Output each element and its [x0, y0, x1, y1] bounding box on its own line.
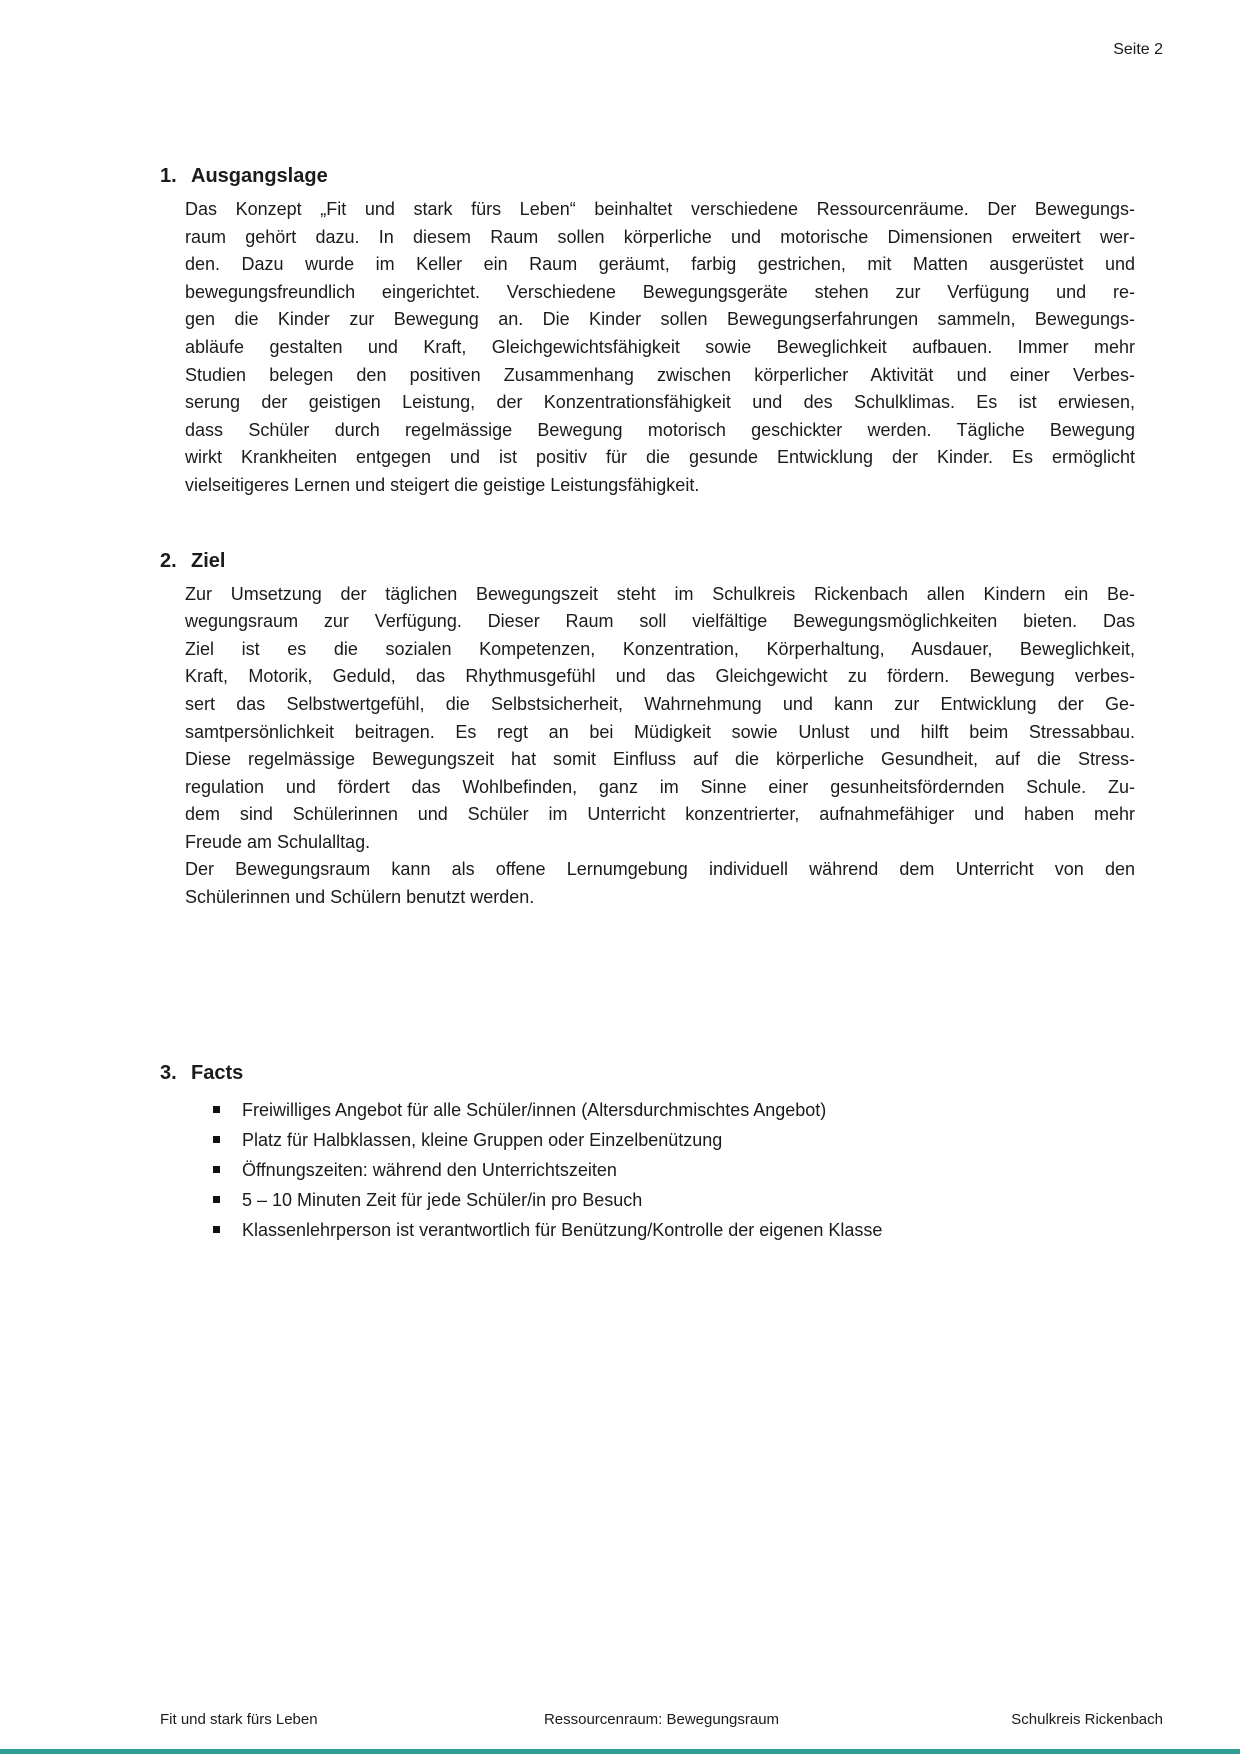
text-line: vielseitigeres Lernen und steigert die geistige Leistungsfähigkeit. — [185, 474, 700, 495]
text-line: Freude am Schulalltag. — [185, 831, 371, 852]
text-line: Diese regelmässige Bewegungszeit hat somit Einfluss auf die körperliche Gesundheit, auf die Stress- — [185, 749, 1135, 770]
section-number: 1. — [160, 165, 177, 187]
section-heading — [160, 163, 1163, 190]
section-heading — [160, 1060, 1163, 1087]
text-line: Kraft, Motorik, Geduld, das Rhythmusgefühl und das Gleichgewicht zu fördern. Bewegung verbes- — [185, 666, 1135, 687]
text-line: raum gehört dazu. In diesem Raum sollen körperliche und motorische Dimensionen erweitert wer- — [185, 226, 1135, 247]
text-line: bewegungsfreundlich eingerichtet. Verschiedene Bewegungsgeräte stehen zur Verfügung und re- — [185, 281, 1135, 302]
list-item — [185, 1218, 1163, 1248]
text-line: dem sind Schülerinnen und Schüler im Unterricht konzentrierter, aufnahmefähiger und haben mehr — [185, 804, 1135, 825]
bullet-square-icon — [213, 1166, 220, 1173]
text-line: wirkt Krankheiten entgegen und ist positiv für die gesunde Entwicklung der Kinder. Es ermöglicht — [185, 447, 1135, 468]
text-line: Ziel ist es die sozialen Kompetenzen, Konzentration, Körperhaltung, Ausdauer, Beweglichkeit, — [185, 638, 1135, 659]
section-ausgangslage — [160, 163, 1163, 500]
section-title: Ausgangslage — [191, 165, 328, 187]
bullet-square-icon — [213, 1106, 220, 1113]
section-number: 2. — [160, 549, 177, 572]
section-ziel — [160, 548, 1163, 912]
page-number: Seite 2 — [1113, 41, 1163, 58]
text-line: Das Konzept „Fit und stark fürs Leben“ beinhaltet verschiedene Ressourcenräume. Der Bewegungs- — [185, 199, 1135, 219]
list-item — [185, 1098, 1163, 1128]
text-line: regulation und fördert das Wohlbefinden, ganz im Sinne einer gesunheitsfördernden Schule. Zu- — [185, 776, 1135, 797]
section-title: Ziel — [191, 549, 226, 572]
list-item-text: Öffnungszeiten: während den Unterrichtszeiten — [242, 1159, 617, 1180]
list-item — [185, 1188, 1163, 1218]
section-facts — [160, 1060, 1163, 1248]
paragraph — [185, 581, 1135, 857]
document-body — [160, 163, 1163, 1248]
bullet-square-icon — [213, 1196, 220, 1203]
list-item-text: Klassenlehrperson ist verantwortlich für Benützung/Kontrolle der eigenen Klasse — [242, 1219, 883, 1240]
section-heading — [160, 548, 1163, 575]
text-line: wegungsraum zur Verfügung. Dieser Raum soll vielfältige Bewegungsmöglichkeiten bieten. Das — [185, 611, 1135, 632]
text-line: serung der geistigen Leistung, der Konzentrationsfähigkeit und des Schulklimas. Es ist erwiesen, — [185, 392, 1135, 413]
footer-center-text: Ressourcenraum: Bewegungsraum — [543, 1711, 780, 1728]
list-item — [185, 1128, 1163, 1158]
footer-left-text: Fit und stark fürs Leben — [160, 1711, 318, 1728]
text-line: dass Schüler durch regelmässige Bewegung motorisch geschickter werden. Tägliche Bewegung — [185, 419, 1135, 440]
text-line: Der Bewegungsraum kann als offene Lernumgebung individuell während dem Unterricht von den — [185, 859, 1135, 880]
text-line: gen die Kinder zur Bewegung an. Die Kinder sollen Bewegungserfahrungen sammeln, Bewegungs- — [185, 309, 1135, 330]
text-line: sert das Selbstwertgefühl, die Selbstsicherheit, Wahrnehmung und kann zur Entwicklung der Ge- — [185, 693, 1135, 714]
list-item-text: Platz für Halbklassen, kleine Gruppen oder Einzelbenützung — [242, 1129, 723, 1150]
footer-right-text: Schulkreis Rickenbach — [1011, 1711, 1163, 1728]
facts-list — [185, 1098, 1163, 1248]
list-item — [185, 1158, 1163, 1188]
bullet-square-icon — [213, 1136, 220, 1143]
text-line: abläufe gestalten und Kraft, Gleichgewichtsfähigkeit sowie Beweglichkeit aufbauen. Immer mehr — [185, 336, 1135, 357]
list-item-text: 5 – 10 Minuten Zeit für jede Schüler/in pro Besuch — [242, 1189, 643, 1210]
text-line: den. Dazu wurde im Keller ein Raum geräumt, farbig gestrichen, mit Matten ausgerüstet und — [185, 254, 1135, 275]
paragraph — [185, 196, 1135, 500]
section-number: 3. — [160, 1061, 177, 1084]
list-item-text: Freiwilliges Angebot für alle Schüler/innen (Altersdurchmischtes Angebot) — [242, 1099, 827, 1120]
paragraph — [185, 856, 1135, 911]
text-line: Zur Umsetzung der täglichen Bewegungszeit steht im Schulkreis Rickenbach allen Kindern ein Be- — [185, 583, 1135, 604]
text-line: Schülerinnen und Schülern benutzt werden. — [185, 887, 535, 908]
bullet-square-icon — [213, 1226, 220, 1233]
section-title: Facts — [191, 1061, 244, 1084]
text-line: Studien belegen den positiven Zusammenhang zwischen körperlicher Aktivität und einer Verbes- — [185, 364, 1135, 385]
footer-accent-line — [0, 1749, 1240, 1754]
page-footer — [160, 1710, 1163, 1729]
text-line: samtpersönlichkeit beitragen. Es regt an bei Müdigkeit sowie Unlust und hilft beim Stressabbau. — [185, 721, 1135, 742]
